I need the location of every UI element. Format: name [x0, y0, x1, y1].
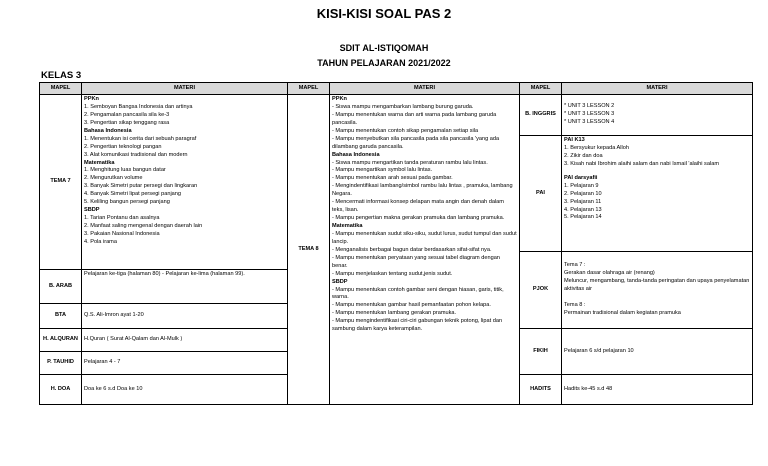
- materi-pai: [562, 136, 753, 252]
- mapel-hadits: HADITS: [520, 375, 562, 405]
- pai-k13-line: 2. Zikir dan doa: [564, 152, 603, 159]
- materi-h-alquran: H.Quran ( Surat Al-Qalam dan Al-Mulk ): [82, 329, 288, 352]
- materi-hadits: Hadits ke-45 s.d 48: [562, 375, 753, 405]
- tema-8-line: - Mampu mengartikan symbol lalu lintas.: [332, 167, 433, 174]
- mapel-pjok: PJOK: [520, 252, 562, 329]
- tema-7-line: 1. Semboyan Bangsa Indonesia dan artinya: [84, 103, 193, 110]
- pai-k13-heading: PAI K13: [564, 137, 585, 143]
- header-mapel-1: MAPEL: [40, 83, 82, 95]
- tema-7-line: 3. Banyak Simetri putar persegi dan lingkaran: [84, 183, 198, 190]
- document-title: KISI-KISI SOAL PAS 2: [316, 6, 452, 21]
- tema-7-line: 5. Keliling bangun persegi panjang: [84, 199, 170, 206]
- tema-7-line: 1. Menghitung luas bangun datar: [84, 167, 166, 174]
- tema-8-line: - Mampu menentukan arah sesuai pada gambar.: [332, 175, 453, 182]
- materi-b-inggris: [562, 95, 753, 136]
- header-materi-1: MATERI: [82, 83, 288, 95]
- tema-7-line: PPKn: [84, 96, 99, 102]
- materi-bta: Q.S. Ali-Imron ayat 1-20: [82, 304, 288, 329]
- pai-darsyafii-line: 4. Pelajaran 13: [564, 206, 602, 213]
- tema-7-line: 2. Pengamalan pancasila sila ke-3: [84, 111, 170, 118]
- b-inggris-line: * UNIT 3 LESSON 2: [564, 103, 615, 110]
- tema-7-line: Matematika: [84, 159, 115, 166]
- pai-darsyafii-heading: PAI darsyafii: [564, 174, 598, 181]
- pai-k13-line: 3. Kisah nabi Ibrohim alaihi salam dan nabi Ismail 'alaihi salam: [564, 160, 719, 167]
- mapel-b-arab: B. ARAB: [40, 270, 82, 304]
- tema-8-line: Bahasa Indonesia: [332, 151, 380, 158]
- tema-8-line: - Mampu menentukan sudut siku-siku, sudut lurus, sudut tumpul dan sudut lancip.: [332, 230, 517, 245]
- mapel-h-doa: H. DOA: [40, 375, 82, 405]
- tema-8-line: - Mampu menjelaskan tentang sudut,jenis sudut.: [332, 270, 453, 277]
- tema-8-line: - Mampu menentukan warna dan arti warna pada lambang garuda pancasila.: [332, 111, 497, 126]
- materi-h-doa: Doa ke 6 s.d Doa ke 10: [82, 375, 288, 405]
- pai-darsyafii-line: 2. Pelajaran 10: [564, 190, 602, 197]
- tema-8-line: - Mampu menentukan contoh sikap pengamalan setiap sila: [332, 127, 479, 134]
- tema-7-line: 3. Pakaian Nasional Indonesia: [84, 230, 160, 237]
- tema-7-line: 3. Pengertian sikap tenggang rasa: [84, 119, 170, 126]
- kisi-kisi-table: [39, 82, 753, 405]
- pjok-line: Gerakan dasar olahraga air (renang): [564, 270, 655, 277]
- pjok-line: Permainan tradisional dalam kegiatan pramuka: [564, 309, 681, 316]
- materi-b-arab: Pelajaran ke-tiga (halaman 80) - Pelajaran ke-lima (halaman 99).: [82, 270, 288, 304]
- school-name: SDIT AL-ISTIQOMAH: [339, 43, 429, 53]
- header-mapel-2: MAPEL: [288, 83, 330, 95]
- mapel-h-alquran: H. ALQURAN: [40, 329, 82, 352]
- tema-8-line: - Siswa mampu mengartikan tanda peraturan rambu lalu lintas.: [332, 159, 488, 166]
- header-materi-3: MATERI: [562, 83, 753, 95]
- tema-8-line: - Mampu menentukan lambang gerakan pramuka.: [332, 310, 457, 317]
- pai-darsyafii-line: 5. Pelajaran 14: [564, 214, 602, 221]
- tema-8-line: - Mampu menentukan peryataan yang sesuai tabel diagram dengan benar.: [332, 254, 500, 269]
- tema-8-line: - Mencermati informasi konsep delapan mata angin dan denah dalam teks, lisan.: [332, 199, 504, 214]
- pjok-line: Meluncur, mengambang, tanda-tanda peringatan dan upaya penyelamatan aktivitas air: [564, 278, 750, 293]
- mapel-pai: PAI: [520, 136, 562, 252]
- tema-7-line: 4. Pola irama: [84, 238, 117, 245]
- mapel-fikih: FIKIH: [520, 329, 562, 375]
- mapel-b-inggris: B. INGGRIS: [520, 95, 562, 136]
- tema-7-line: 3. Alat komunikasi tradisional dan modern: [84, 151, 188, 158]
- pai-k13-line: 1. Bersyukur kepada Alloh: [564, 144, 629, 151]
- tema-7-line: 1. Menentukan isi cerita dari sebuah paragraf: [84, 135, 197, 142]
- materi-p-tauhid: Pelajaran 4 - 7: [82, 352, 288, 375]
- tema-8-line: - Siswa mampu mengambarkan lambang burung garuda.: [332, 103, 474, 110]
- tema-8-line: - Mampu mengindentifikasi ciri-ciri gabungan teknik potong, lipat dan sambung dalam karya keterampilan.: [332, 318, 503, 333]
- tema-8-line: - Mampu pengertian makna gerakan pramuka dan lambang pramuka.: [332, 215, 505, 222]
- header-row: [40, 83, 753, 95]
- tema-8-line: Matematika: [332, 223, 363, 229]
- mapel-tema-7: TEMA 7: [40, 95, 82, 270]
- pjok-line: Tema 8 :: [564, 301, 586, 308]
- tema-8-line: - Mampu menyebutkan sila pancasila pada sila pancasila 'yang ada dilambang garuda pancasila.: [332, 135, 500, 150]
- header-materi-2: MATERI: [330, 83, 520, 95]
- tema-7-line: 2. Manfaat saling mengenal dengan daerah lain: [84, 223, 203, 229]
- materi-tema-8: [330, 95, 520, 405]
- tema-7-line: 2. Mengurutkan volume: [84, 175, 143, 182]
- pjok-line: [564, 294, 750, 302]
- tema-7-line: Bahasa Indonesia: [84, 127, 132, 134]
- materi-fikih: Pelajaran 6 s/d pelajaran 10: [562, 329, 753, 375]
- mapel-bta: BTA: [40, 304, 82, 329]
- materi-tema-7: [82, 95, 288, 270]
- academic-year: TAHUN PELAJARAN 2021/2022: [317, 58, 451, 68]
- tema-8-line: - Mengindentifikasi lambang/simbol rambu lalu lintas , pramuka, lambang Negara.: [332, 183, 513, 198]
- pjok-line: Tema 7 :: [564, 262, 586, 269]
- tema-7-line: 1. Tarian Pontanu dan asalnya: [84, 215, 160, 222]
- b-inggris-line: * UNIT 3 LESSON 4: [564, 118, 615, 125]
- mapel-tema-8: TEMA 8: [288, 95, 330, 405]
- tema-7-line: 4. Banyak Simetri lipat persegi panjang: [84, 191, 182, 198]
- tema-8-line: - Mampu menentukan contoh gambar seni dengan hiasan, garis, titik, warna.: [332, 286, 504, 301]
- tema-7-line: 2. Pengertian teknologi pangan: [84, 143, 162, 150]
- tema-7-line: SBDP: [84, 207, 100, 214]
- tema-8-line: - Mampu menentukan gambar hasil pemanfaatan pohon kelapa.: [332, 302, 491, 309]
- header-mapel-3: MAPEL: [520, 83, 562, 95]
- tema-8-line: PPKn: [332, 96, 347, 102]
- tema-8-line: - Menganalisis berbagai bagun datar berdasarkan sifat-sifat nya.: [332, 246, 492, 253]
- pai-darsyafii-line: 1. Pelajaran 9: [564, 182, 599, 189]
- b-inggris-line: * UNIT 3 LESSON 3: [564, 111, 615, 118]
- materi-pjok: [562, 252, 753, 329]
- pai-darsyafii-line: 3. Pelajaran 11: [564, 198, 602, 205]
- class-label: KELAS 3: [41, 70, 82, 81]
- tema-8-line: SBDP: [332, 278, 348, 285]
- mapel-p-tauhid: P. TAUHID: [40, 352, 82, 375]
